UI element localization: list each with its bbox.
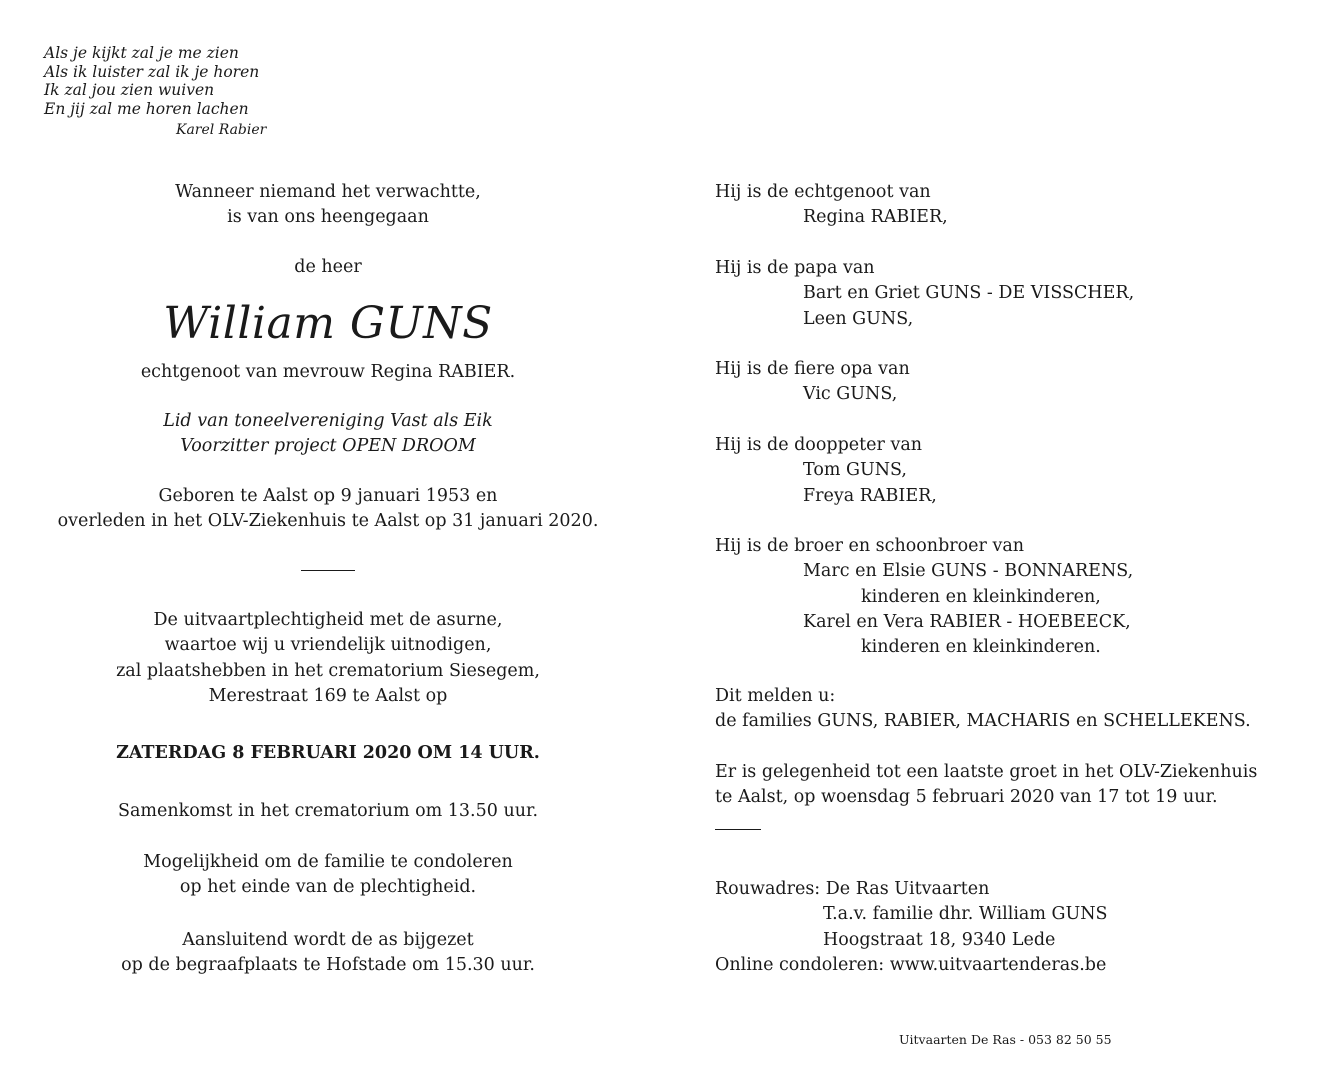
role-line: Lid van toneelvereniging Vast als Eik bbox=[163, 411, 493, 431]
relative-name: Leen GUNS, bbox=[803, 308, 914, 329]
footer: Uitvaarten De Ras - 053 82 50 55 bbox=[899, 1032, 1112, 1047]
intro-line: Wanneer niemand het verwachtte, bbox=[175, 182, 481, 202]
condolence bbox=[30, 850, 626, 901]
ceremony-line: De uitvaartplechtigheid met de asurne, bbox=[153, 610, 503, 630]
gathering-line: Samenkomst in het crematorium om 13.50 uur. bbox=[117, 801, 539, 821]
gathering bbox=[30, 799, 626, 824]
title bbox=[30, 255, 626, 280]
roles bbox=[30, 409, 626, 460]
divider-line bbox=[301, 570, 355, 571]
announce-line: de families GUNS, RABIER, MACHARIS en SCHELLEKENS. bbox=[715, 711, 1251, 732]
poem-line: Als je kijkt zal je me zien bbox=[44, 44, 239, 62]
date-line: ZATERDAG 8 FEBRUARI 2020 OM 14 UUR. bbox=[116, 743, 540, 763]
divider bbox=[30, 570, 626, 571]
ceremony bbox=[30, 608, 626, 709]
ceremony-line: waartoe wij u vriendelijk uitnodigen, bbox=[164, 635, 492, 656]
relative-name: Tom GUNS, bbox=[803, 460, 907, 481]
relative-name: Karel en Vera RABIER - HOEBEECK, bbox=[803, 611, 1131, 632]
poem-author: Karel Rabier bbox=[176, 122, 267, 138]
ceremony-line: zal plaatshebben in het crematorium Siesegem, bbox=[116, 660, 540, 681]
section-heading: Hij is de dooppeter van bbox=[715, 435, 923, 455]
intro bbox=[30, 180, 626, 231]
poem-line: En jij zal me horen lachen bbox=[44, 99, 249, 118]
address-line: T.a.v. familie dhr. William GUNS bbox=[823, 904, 1108, 925]
announce bbox=[715, 684, 1315, 735]
grandchildren-section bbox=[715, 357, 1315, 408]
divider-line bbox=[715, 829, 761, 830]
section-heading: Hij is de fiere opa van bbox=[715, 359, 910, 379]
relative-name: Vic GUNS, bbox=[803, 384, 898, 405]
intro-line: is van ons heengegaan bbox=[227, 207, 429, 228]
relative-name: Marc en Elsie GUNS - BONNARENS, bbox=[803, 561, 1134, 582]
relative-sub: kinderen en kleinkinderen. bbox=[861, 637, 1101, 658]
godchildren-section bbox=[715, 433, 1315, 509]
address-label: Rouwadres: De Ras Uitvaarten bbox=[715, 879, 990, 899]
ceremony-date bbox=[30, 741, 626, 766]
visit bbox=[715, 760, 1315, 811]
spouse-section bbox=[715, 180, 1315, 231]
visit-line: Er is gelegenheid tot een laatste groet in het OLV-Ziekenhuis bbox=[715, 762, 1258, 782]
relative-name: Regina RABIER, bbox=[803, 207, 948, 228]
section-heading: Hij is de broer en schoonbroer van bbox=[715, 536, 1025, 556]
ceremony-line: Merestraat 169 te Aalst op bbox=[208, 685, 448, 706]
section-heading: Hij is de papa van bbox=[715, 258, 875, 278]
online-condolence: Online condoleren: www.uitvaartenderas.be bbox=[715, 954, 1107, 975]
relative-name: Bart en Griet GUNS - DE VISSCHER, bbox=[803, 283, 1135, 304]
poem bbox=[44, 44, 266, 140]
condolence-line: op het einde van de plechtigheid. bbox=[179, 877, 477, 898]
condolence-line: Mogelijkheid om de familie te condoleren bbox=[143, 852, 513, 872]
address bbox=[715, 877, 1315, 978]
right-divider bbox=[715, 829, 1315, 830]
section-heading: Hij is de echtgenoot van bbox=[715, 182, 931, 202]
burial bbox=[30, 928, 626, 979]
role-line: Voorzitter project OPEN DROOM bbox=[180, 436, 476, 457]
relative-sub: kinderen en kleinkinderen, bbox=[861, 586, 1101, 607]
address-line: Hoogstraat 18, 9340 Lede bbox=[823, 929, 1056, 950]
poem-line: Ik zal jou zien wuiven bbox=[44, 81, 215, 99]
deceased-name: William GUNS bbox=[163, 298, 493, 349]
burial-line: Aansluitend wordt de as bijgezet bbox=[182, 930, 474, 950]
burial-line: op de begraafplaats te Hofstade om 15.30 uur. bbox=[121, 955, 535, 976]
siblings-section bbox=[715, 534, 1315, 660]
visit-line: te Aalst, op woensdag 5 februari 2020 van 17 tot 19 uur. bbox=[715, 787, 1218, 808]
spouse-text: echtgenoot van mevrouw Regina RABIER. bbox=[140, 362, 516, 382]
poem-line: Als ik luister zal ik je horen bbox=[44, 62, 260, 81]
announce-line: Dit melden u: bbox=[715, 686, 836, 706]
dates-line: Geboren te Aalst op 9 januari 1953 en bbox=[158, 486, 498, 506]
relative-name: Freya RABIER, bbox=[803, 485, 937, 506]
honorific: de heer bbox=[294, 257, 362, 277]
children-section bbox=[715, 256, 1315, 332]
birth-death bbox=[30, 484, 626, 535]
spouse-line bbox=[30, 360, 626, 385]
dates-line: overleden in het OLV-Ziekenhuis te Aalst op 31 januari 2020. bbox=[57, 511, 599, 532]
